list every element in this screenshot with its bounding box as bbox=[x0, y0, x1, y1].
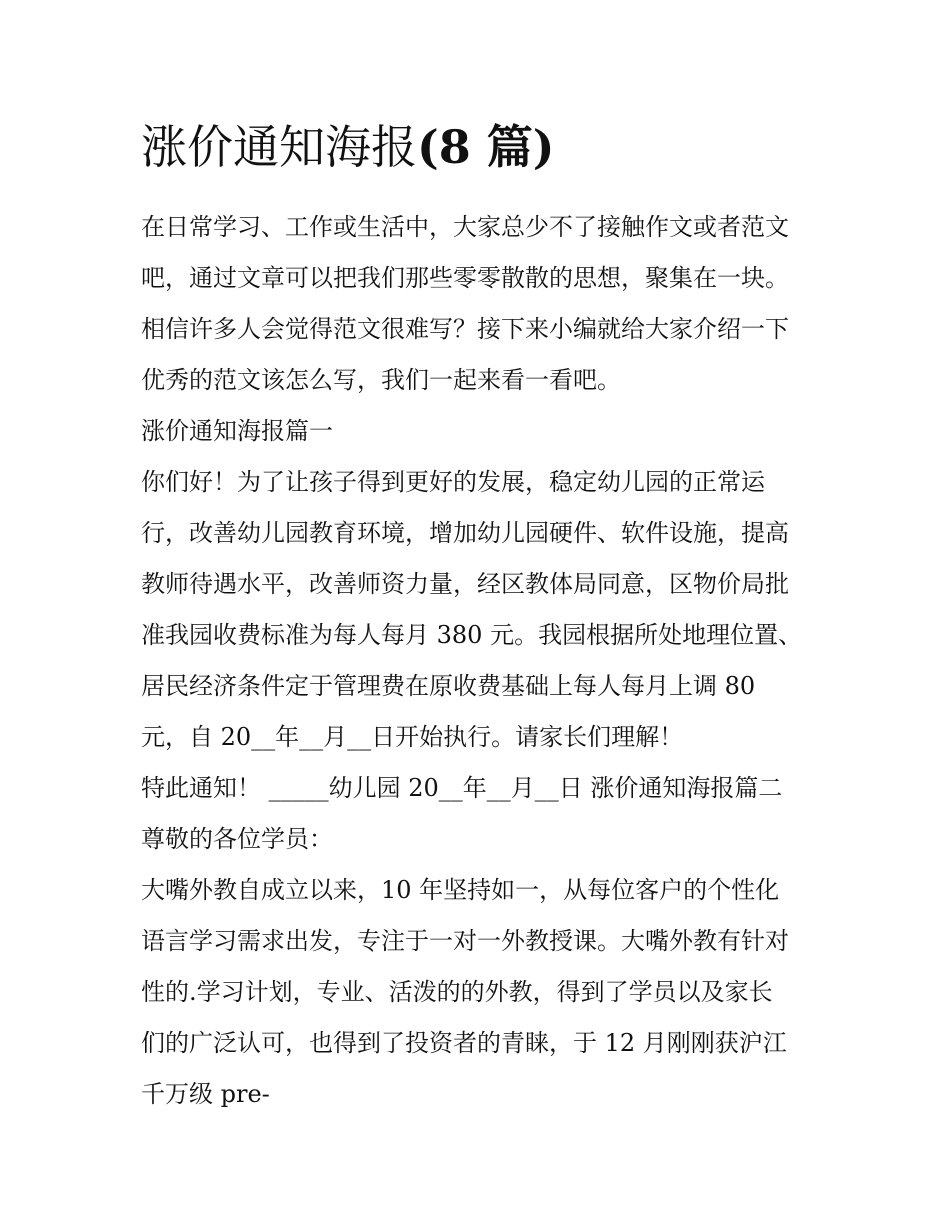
body-line: 相信许多人会觉得范文很难写？接下来小编就给大家介绍一下 bbox=[141, 315, 789, 343]
document-title bbox=[141, 112, 821, 182]
document-page bbox=[141, 112, 821, 1120]
body-line: 们的广泛认可，也得到了投资者的青睐，于 12 月刚刚获沪江 bbox=[141, 1029, 787, 1057]
document-title-text: 涨价通知海报 bbox=[141, 120, 417, 174]
body-line: 优秀的范文该怎么写，我们一起来看一看吧。 bbox=[141, 366, 621, 394]
body-line: 性的.学习计划，专业、活泼的的外教，得到了学员以及家长 bbox=[141, 978, 773, 1006]
section-heading: 涨价通知海报篇一 bbox=[141, 417, 333, 445]
body-line: 教师待遇水平，改善师资力量，经区教体局同意，区物价局批 bbox=[141, 570, 789, 598]
body-line: 元，自 20__年__月__日开始执行。请家长们理解！ bbox=[141, 723, 684, 751]
body-line: 在日常学习、工作或生活中，大家总少不了接触作文或者范文 bbox=[141, 213, 789, 241]
body-line: 居民经济条件定于管理费在原收费基础上每人每月上调 80 bbox=[141, 672, 756, 700]
salutation-line: 尊敬的各位学员： bbox=[141, 825, 333, 853]
body-line: 特此通知！ _____幼儿园 20__年__月__日 涨价通知海报篇二 bbox=[141, 774, 783, 802]
document-title-count: (8 篇) bbox=[417, 120, 555, 174]
body-line: 大嘴外教自成立以来，10 年坚持如一，从每位客户的个性化 bbox=[141, 876, 780, 904]
body-line: 行，改善幼儿园教育环境，增加幼儿园硬件、软件设施，提高 bbox=[141, 519, 789, 547]
body-line: 千万级 pre- bbox=[141, 1080, 270, 1108]
body-line: 准我园收费标准为每人每月 380 元。我园根据所处地理位置、 bbox=[141, 621, 803, 649]
body-line: 语言学习需求出发，专注于一对一外教授课。大嘴外教有针对 bbox=[141, 927, 789, 955]
body-line: 吧，通过文章可以把我们那些零零散散的思想，聚集在一块。 bbox=[141, 264, 789, 292]
body-line: 你们好！为了让孩子得到更好的发展，稳定幼儿园的正常运 bbox=[141, 468, 765, 496]
